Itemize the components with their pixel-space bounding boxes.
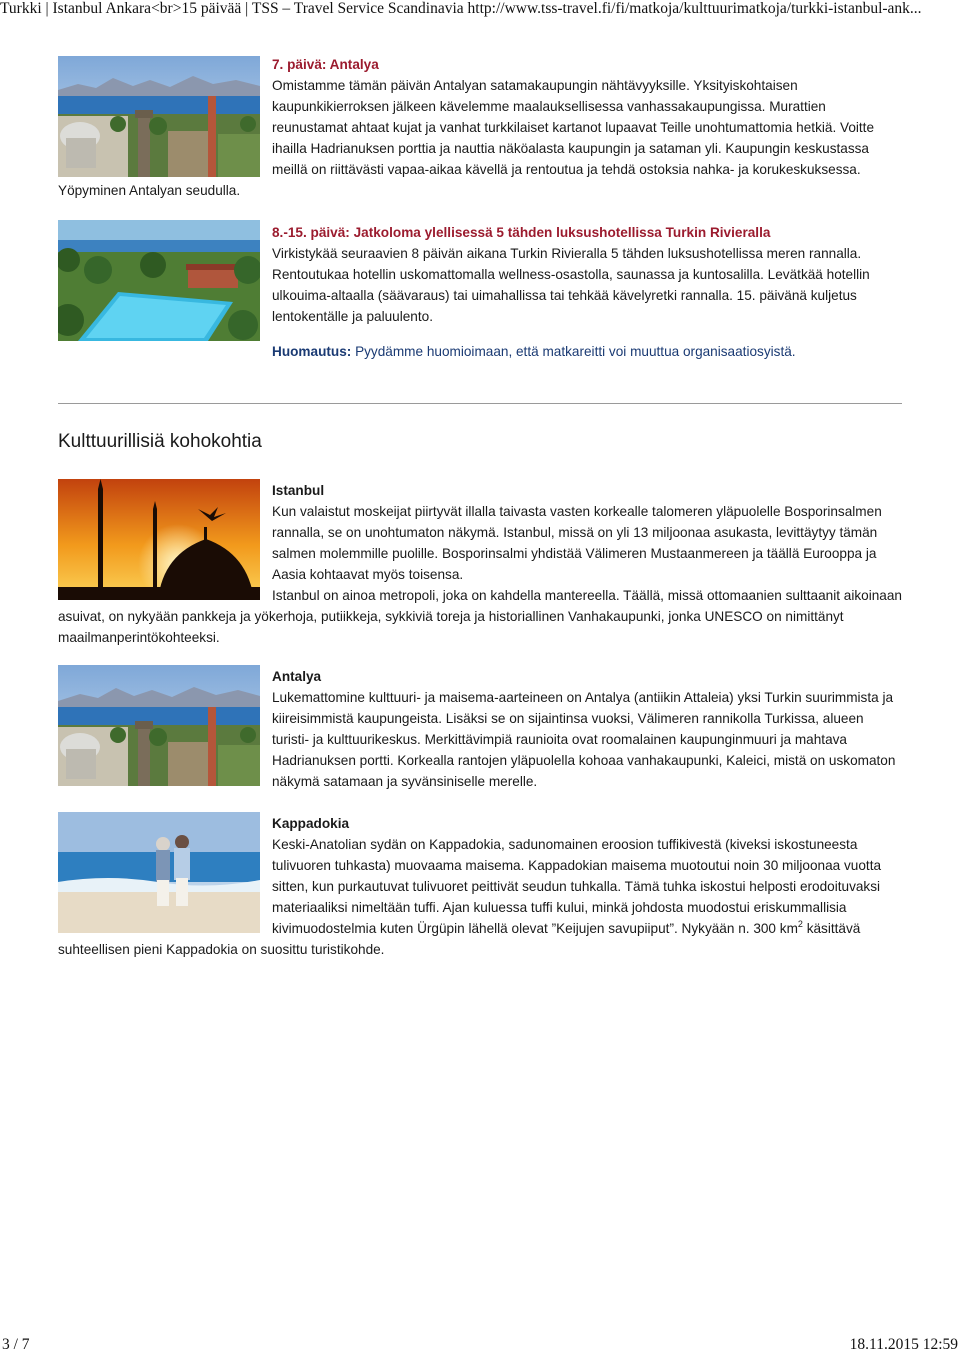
kappadokia-text-end: käsittävä suhteellisen pieni Kappadokia on suosittu turistikohde. [58, 921, 861, 957]
section-divider [58, 403, 902, 404]
antalya-title: Antalya [272, 669, 322, 684]
squared-superscript: 2 [797, 919, 803, 929]
print-datetime: 18.11.2015 12:59 [849, 1336, 958, 1353]
day-8-15-text: Virkistykää seuraavien 8 päivän aikana Turkin Rivieralla 5 tähden luksushotellissa meren rannalla. Rentoutukaa hotellin uskomattomalla wellness-osastolla, saunassa ja kuntosalilla. Levätkää hotellin ulkouima-altaalla (säävaraus) tai uimahallissa tai tehkää kävelyretki rannalla. 15. päivänä kuljetus lentokentälle ja paluulento. [272, 246, 870, 324]
day-8-15-section [58, 220, 902, 362]
hotel-pool-photo [58, 220, 260, 341]
antalya-text: Lukemattomine kulttuuri- ja maisema-aarteineen on Antalya (antiikin Attaleia) yksi Turkin suurimmista ja kiireisimmistä kaupungeista. Lisäksi se on sijaintinsa vuoksi, Välimeren rannikolla Turkissa, alueen turisti- ja kulttuurikeskus. Merkittävimpiä raunioita ovat roomalainen kaupunginmuuri ja mahtava Hadrianuksen portti. Korkealla rantojen yläpuolella kohoaa vanhakaupunki, Kaleici, mistä on uskomaton näkymä satamaan ja syvänsiniselle merelle. [272, 690, 896, 789]
page-counter: 3 / 7 [2, 1336, 30, 1353]
day-8-15-title: 8.-15. päivä: Jatkoloma ylellisessä 5 tähden luksushotellissa Turkin Rivieralla [272, 225, 771, 240]
day-7-section [58, 54, 902, 201]
istanbul-text: Kun valaistut moskeijat piirtyvät illalla taivasta vasten korkealle talomeren yläpuolelle Bosporinsalmen rannalla, se on unohtumaton näkymä. Istanbul, missä on yli 13 miljoonaa asukasta, levittäytyy tämän salmen molemmille puolille. Bosporinsalmi yhdistää Välimeren Mustaanmereen ja täällä Eurooppa ja Aasia kohtaavat myös toisensa. [272, 504, 882, 582]
day-7-title: 7. päivä: Antalya [272, 57, 379, 72]
browser-page-footer [0, 1336, 960, 1354]
kappadokia-text-main: Keski-Anatolian sydän on Kappadokia, sadunomainen eroosion tuffikivestä (kiveksi iskostuneesta tulivuoren tuhkasta) muovaama maisema. Kappadokian maisema muotoutui noin 30 miljoonaa vuotta sitten, kun purkautuvat tulivuoret peittivät seudun tuhkalla. Tämä tuhka iskostui helposti erodoituvaksi materiaaliksi nimeltään tuffi. Ajan kuluessa tuffi kului, minkä johdosta muodostui eriskummallisia kivimuodostelmia kuten Ürgüpin lähellä olevat ”Keijujen savupiiput”. Nykyään n. 300 km [272, 837, 882, 936]
highlights-heading: Kulttuurillisiä kohokohtia [58, 431, 262, 452]
istanbul-text-2: Istanbul on ainoa metropoli, joka on kahdella mantereella. Täällä, missä ottomaanien sulttaanit aikoinaan asuivat, on nykyään pankkeja ja yökerhoja, putiikkeja, sykkiviä toreja ja historiallinen Vanhakaupunki, jonka UNESCO on nimittänyt maailmanperintökohteeksi. [58, 588, 902, 645]
antalya-city-photo [58, 665, 260, 786]
kappadokia-title: Kappadokia [272, 816, 350, 831]
antalya-section [58, 665, 902, 792]
kappadokia-section [58, 812, 902, 960]
note-text: Pyydämme huomioimaan, että matkareitti voi muuttua organisaatiosyistä. [351, 344, 796, 359]
istanbul-title: Istanbul [272, 483, 325, 498]
route-note [272, 341, 902, 362]
day-7-text: Omistamme tämän päivän Antalyan satamakaupungin nähtävyyksille. Yksityiskohtaisen kaupunkikierroksen jälkeen kävelemme maalauksellisessa vanhassakaupungissa. Murattien reunustamat ahtaat kujat ja vanhat turkkilaiset kartanot lupaavat Teille unohtumattomia hetkiä. Voitte ihailla Hadrianuksen porttia ja nauttia näköalasta kaupungin ja sataman yli. Kaupungin keskustassa meillä on riittävästi vapaa-aikaa kävellä ja rentoutua ja tehdä ostoksia nahka- ja korukeskuksessa. Yöpyminen Antalyan seudulla. [58, 78, 875, 198]
note-label: Huomautus: [272, 344, 352, 359]
browser-page-header: Turkki | Istanbul Ankara<br>15 päivää | TSS – Travel Service Scandinavia http://www.tss-travel.fi/fi/matkoja/kulttuurimatkoja/turkki-istanbul-ank... [0, 0, 922, 17]
antalya-photo [58, 56, 260, 177]
istanbul-section [58, 479, 902, 648]
beach-couple-photo [58, 812, 260, 933]
istanbul-sunset-photo [58, 479, 260, 600]
